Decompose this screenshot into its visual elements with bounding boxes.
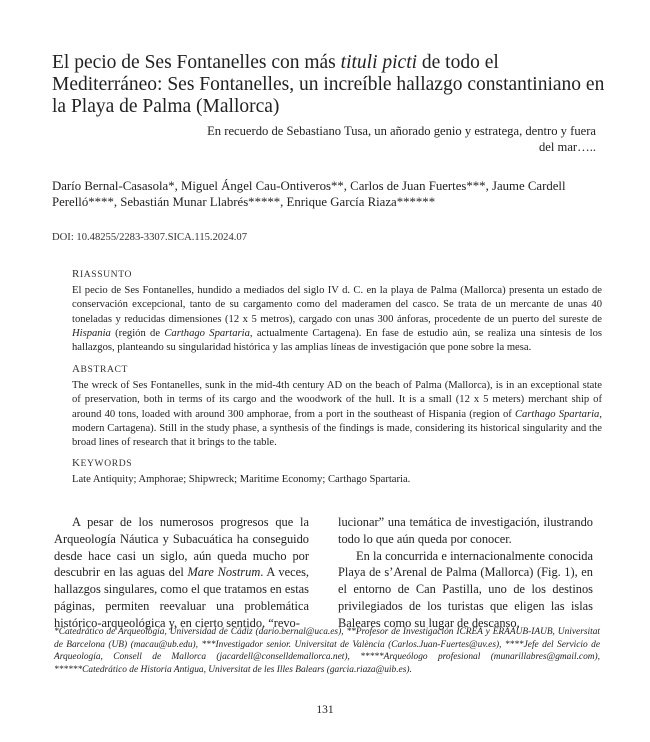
- body-paragraph: En la concurrida e internacionalmente conocida Playa de s’Arenal de Palma (Mallorca) (Fig. 1), en el entorno de Can Pastilla, uno de los destinos privilegiados de los turistas que eligen las islas Baleares como su lugar de descanso,: [338, 548, 593, 630]
- body-paragraph-continued: lucionar” una temática de investigación, ilustrando todo lo que aún queda por conocer.: [338, 515, 593, 546]
- abstract-heading: ABSTRACT: [72, 363, 128, 375]
- page-number: 131: [316, 704, 334, 716]
- title-italic-text: tituli picti: [340, 52, 418, 73]
- keywords-heading: KEYWORDS: [72, 457, 133, 469]
- footnotes: *Catedrático de Arqueología, Universidad de Cádiz (dario.bernal@uca.es), **Profesor de Investigación ICREA y ERAAUB-IAUB, Universitat de Barcelona (UB) (macau@ub.edu), ***Investigador senior. Universitat de València (Carlos.Juan-Fuertes@uv.es), ****Jefe del Servicio de Arqueología, Consell de Mallorca (jacardell@conselldemallorca.net), *****Arqueólogo profesional (munarillabres@gmail.com), ******Catedrático de Historia Antigua, Universitat de les Illes Balears (garcia.riaza@uib.es).: [54, 627, 600, 675]
- riassunto-text: El pecio de Ses Fontanelles, hundido a mediados del siglo IV d. C. en la playa de Palma (Mallorca) presenta un estado de conservación excepcional, tanto de su cargamento como del maderamen del casco. Se trata de un mercante de unas 40 toneladas y reducidas dimensiones (12 x 5 metros), cargado con unas 300 ánforas, procedente de un puerto del sureste de Hispania (región de Carthago Spartaria, actualmente Cartagena). En fase de estudio aún, se realiza una síntesis de los hallazgos, planteando su singularidad histórica y las amplias líneas de investigación que pone sobre la mesa.: [72, 285, 603, 354]
- abstract-text: The wreck of Ses Fontanelles, sunk in the mid-4th century AD on the beach of Palma (Mallorca), is in an exceptional state of preservation, both in terms of its cargo and the woodwork of the hull. It is a small (12 x 5 meters) merchant ship of around 40 tons, loaded with around 300 amphorae, from a port in the southeast of Hispania (region of Carthago Spartaria, modern Cartagena). Still in the study phase, a synthesis of the findings is made, considering its historical singularity and the broad lines of research that it brings to the table.: [72, 380, 602, 449]
- keywords-section: [72, 456, 602, 487]
- body-column-left: [54, 514, 309, 632]
- doi-line[interactable]: DOI: 10.48255/2283-3307.SICA.115.2024.07: [52, 232, 248, 243]
- body-paragraph: A pesar de los numerosos progresos que la Arqueología Náutica y Subacuática ha conseguido desde hace casi un siglo, aún queda mucho por descubrir en las aguas del Mare Nostrum. A veces, hallazgos singulares, como el que tratamos en estas páginas, permiten reevaluar una problemática histórico-arqueológica y, en cierto sentido, “revo-: [54, 515, 309, 630]
- riassunto-section: [72, 267, 602, 355]
- article-title: [52, 52, 612, 118]
- riassunto-heading: RIASSUNTO: [72, 268, 133, 280]
- title-text-continued: de todo el Mediterráneo: Ses Fontanelles, un increíble hallazgo constantiniano en la Playa de Palma (Mallorca): [52, 52, 605, 117]
- keywords-text: Late Antiquity; Amphorae; Shipwreck; Maritime Economy; Carthago Spartaria.: [72, 474, 411, 486]
- body-column-right: [338, 514, 593, 632]
- abstract-section: [72, 362, 602, 450]
- author-list: Darío Bernal-Casasola*, Miguel Ángel Cau-Ontiveros**, Carlos de Juan Fuertes***, Jaume Cardell Perelló****, Sebastián Munar Llabrés*****, Enrique García Riaza******: [52, 179, 566, 209]
- dedication: En recuerdo de Sebastiano Tusa, un añorado genio y estratega, dentro y fuera del mar…..: [207, 124, 596, 154]
- title-text: El pecio de Ses Fontanelles con más: [52, 52, 341, 73]
